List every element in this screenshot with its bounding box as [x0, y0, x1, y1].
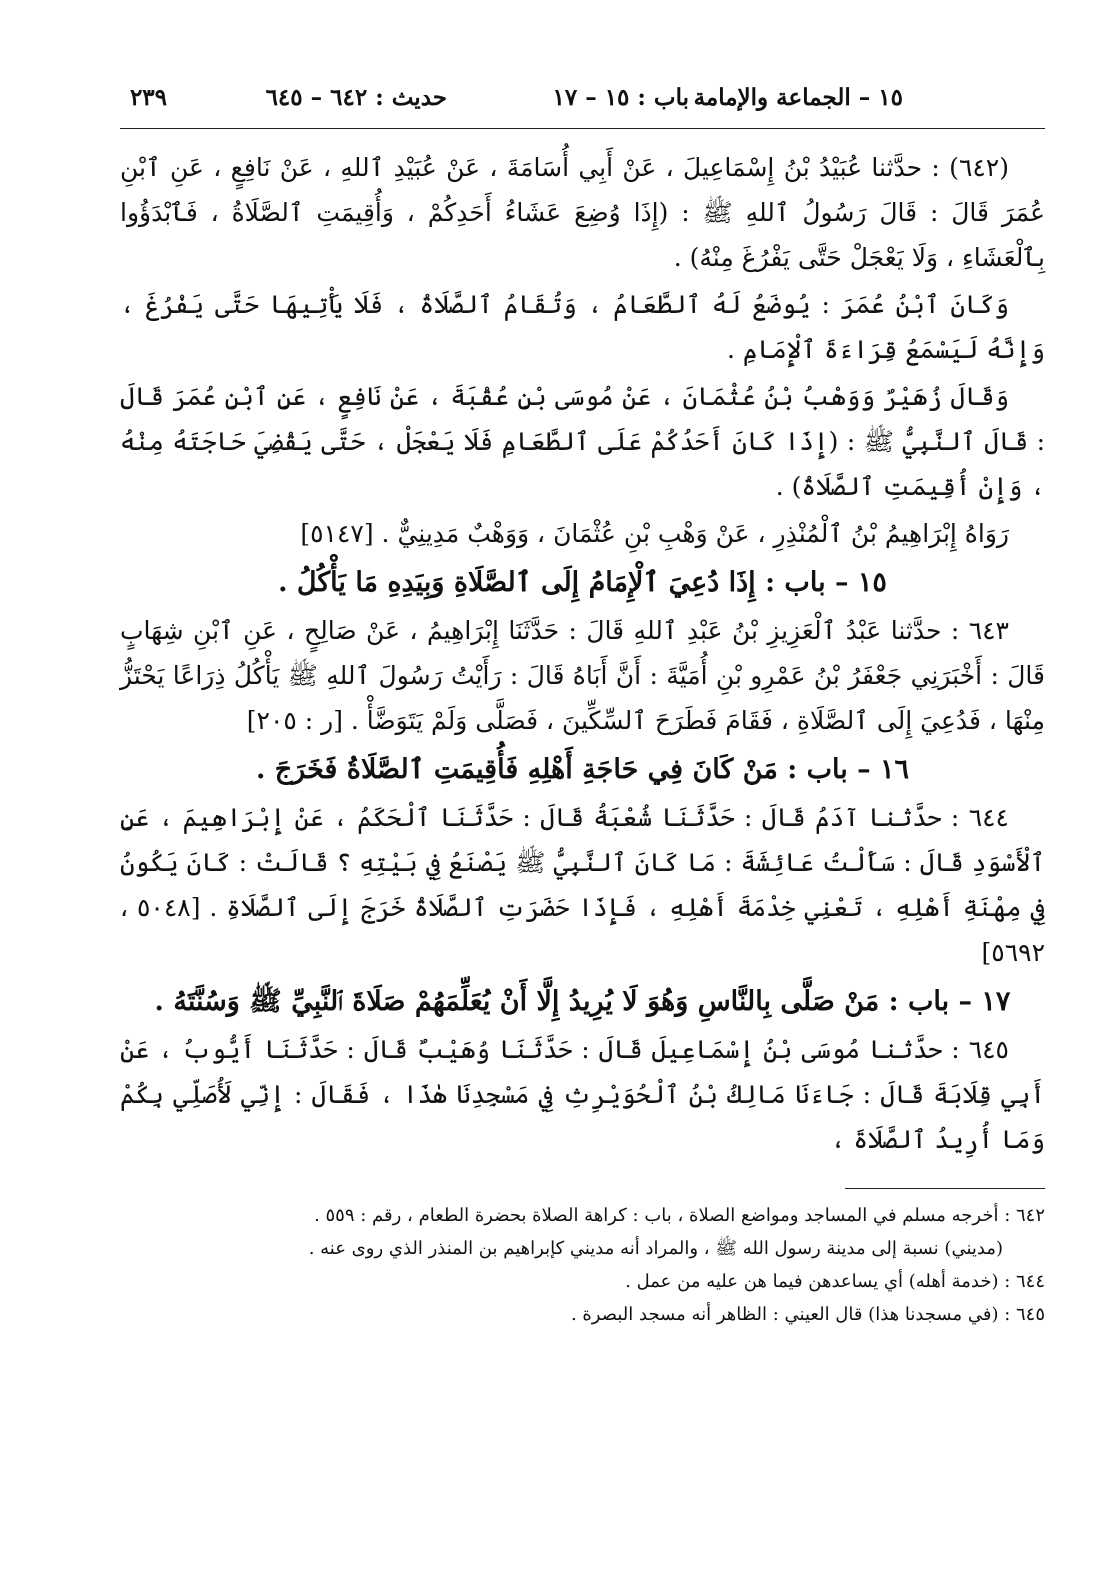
chapter-heading-15: ١٥ – باب : إِذَا دُعِيَ ٱلْإِمَامُ إِلَى ٱلصَّلَاةِ وَبِيَدِهِ مَا يَأْكُلُ . [278, 567, 887, 598]
book-page [120, 80, 1045, 1331]
footnote-645: ٦٤٥ : (في مسجدنا هذا) قال العيني : الظاهر أنه مسجد البصرة . [570, 1304, 1045, 1325]
hadith-642: (٦٤٢) : حدَّثنا عُبَيْدُ بْنُ إِسْمَاعِيلَ ، عَنْ أَبِي أُسَامَةَ ، عَنْ عُبَيْدِ ٱللهِ ، عَنْ نَافِعٍ ، عَنِ ٱبْنِ عُمَرَ قَالَ : قَالَ رَسُولُ ٱللهِ ﷺ : (إِذَا وُضِعَ عَشَاءُ أَحَدِكُمْ ، وَأُقِيمَتِ ٱلصَّلَاةُ ، فَٱبْدَؤُوا بِٱلْعَشَاءِ ، وَلَا يَعْجَلْ حَتَّى يَفْرُغَ مِنْهُ) . [120, 153, 1045, 272]
page-number: ٢٣٩ [129, 84, 167, 111]
footnote-divider [845, 1188, 1045, 1189]
chapter-heading-17: ١٧ – باب : مَنْ صَلَّى بِالنَّاسِ وَهُوَ لَا يُرِيدُ إِلَّا أَنْ يُعَلِّمَهُمْ صَلَاةَ ٱلنَّبِيِّ ﷺ وَسُنَّتَهُ . [154, 986, 1011, 1017]
footnote-642: ٦٤٢ : أخرجه مسلم في المساجد ومواضع الصلاة ، باب : كراهة الصلاة بحضرة الطعام ، رقم : ٥٥٩ . [314, 1205, 1045, 1226]
bab-range: باب : ١٥ – ١٧ [552, 84, 689, 111]
hadith-645: ٦٤٥ : حدَّثنا مُوسَى بْنُ إِسْمَاعِيلَ قَالَ : حَدَّثَنَا وُهَيْبٌ قَالَ : حَدَّثَنَا أَيُّوبُ ، عَنْ أَبِي قِلَابَةَ قَالَ : جَاءَنَا مَالِكُ بْنُ ٱلْحُوَيْرِثِ فِي مَسْجِدِنَا هٰذَا ، فَقَالَ : إِنِّي لَأُصَلِّي بِكُمْ وَمَا أُرِيدُ ٱلصَّلَاةَ ، [120, 1035, 1045, 1154]
hadith-642-zuhayr-chain: وَقَالَ زُهَيْرٌ وَوَهْبُ بْنُ عُثْمَانَ ، عَنْ مُوسَى بْنِ عُقْبَةَ ، عَنْ نَافِعٍ ، عَنِ ٱبْنِ عُمَرَ قَالَ : قَالَ ٱلنَّبِيُّ ﷺ : (إِذَا كَانَ أَحَدُكُمْ عَلَى ٱلطَّعَامِ فَلَا يَعْجَلْ ، حَتَّى يَقْضِيَ حَاجَتَهُ مِنْهُ ، وَإِنْ أُقِيمَتِ ٱلصَّلَاةُ) . [120, 382, 1045, 501]
hadith-643: ٦٤٣ : حدَّثنا عَبْدُ ٱلْعَزِيزِ بْنُ عَبْدِ ٱللهِ قَالَ : حَدَّثَنَا إِبْرَاهِيمُ ، عَنْ صَالِحٍ ، عَنِ ٱبْنِ شِهَابٍ قَالَ : أَخْبَرَنِي جَعْفَرُ بْنُ عَمْرِو بْنِ أُمَيَّةَ : أَنَّ أَبَاهُ قَالَ : رَأَيْتُ رَسُولَ ٱللهِ ﷺ يَأْكُلُ ذِرَاعًا يَحْتَزُّ مِنْهَا ، فَدُعِيَ إِلَى ٱلصَّلَاةِ ، فَقَامَ فَطَرَحَ ٱلسِّكِّينَ ، فَصَلَّى وَلَمْ يَتَوَضَّأْ . [ر : ٢٠٥] [120, 616, 1045, 735]
hadith-642-riwaya: رَوَاهُ إِبْرَاهِيمُ بْنُ ٱلْمُنْذِرِ ، عَنْ وَهْبِ بْنِ عُثْمَانَ ، وَوَهْبٌ مَدِينِيٌّ . [٥١٤٧] [300, 519, 1009, 548]
footnote-642-madini: (مديني) نسبة إلى مدينة رسول الله ﷺ ، والمراد أنه مديني كإبراهيم بن المنذر الذي روى عنه . [308, 1238, 1003, 1259]
running-header [120, 80, 1045, 120]
hadith-range: حديث : ٦٤٢ – ٦٤٥ [265, 84, 447, 111]
footnotes [120, 1199, 1045, 1331]
header-divider [120, 128, 1045, 129]
chapter-title: ١٥ – الجماعة والإمامة [693, 84, 903, 111]
footnote-644: ٦٤٤ : (خدمة أهله) أي يساعدهن فيما هن عليه من عمل . [625, 1271, 1045, 1292]
main-text [120, 145, 1045, 1162]
chapter-heading-16: ١٦ – باب : مَنْ كَانَ فِي حَاجَةِ أَهْلِهِ فَأُقِيمَتِ ٱلصَّلَاةُ فَخَرَجَ . [255, 754, 910, 785]
hadith-644: ٦٤٤ : حدَّثنا آدَمُ قَالَ : حَدَّثَنَا شُعْبَةُ قَالَ : حَدَّثَنَا ٱلْحَكَمُ ، عَنْ إِبْرَاهِيمَ ، عَنِ ٱلْأَسْوَدِ قَالَ : سَأَلْتُ عَائِشَةَ : مَا كَانَ ٱلنَّبِيُّ ﷺ يَصْنَعُ فِي بَيْتِهِ ؟ قَالَتْ : كَانَ يَكُونُ فِي مِهْنَةِ أَهْلِهِ ، تَعْنِي خِدْمَةَ أَهْلِهِ ، فَإِذَا حَضَرَتِ ٱلصَّلَاةُ خَرَجَ إِلَى ٱلصَّلَاةِ . [٥٠٤٨ ، ٥٦٩٢] [120, 803, 1045, 967]
hadith-642-note-ibn-umar: وَكَانَ ٱبْنُ عُمَرَ : يُوضَعُ لَهُ ٱلطَّعَامُ ، وَتُقَامُ ٱلصَّلَاةُ ، فَلَا يَأْتِيهَا حَتَّى يَفْرُغَ ، وَإِنَّهُ لَيَسْمَعُ قِرَاءَةَ ٱلْإِمَامِ . [120, 290, 1045, 364]
